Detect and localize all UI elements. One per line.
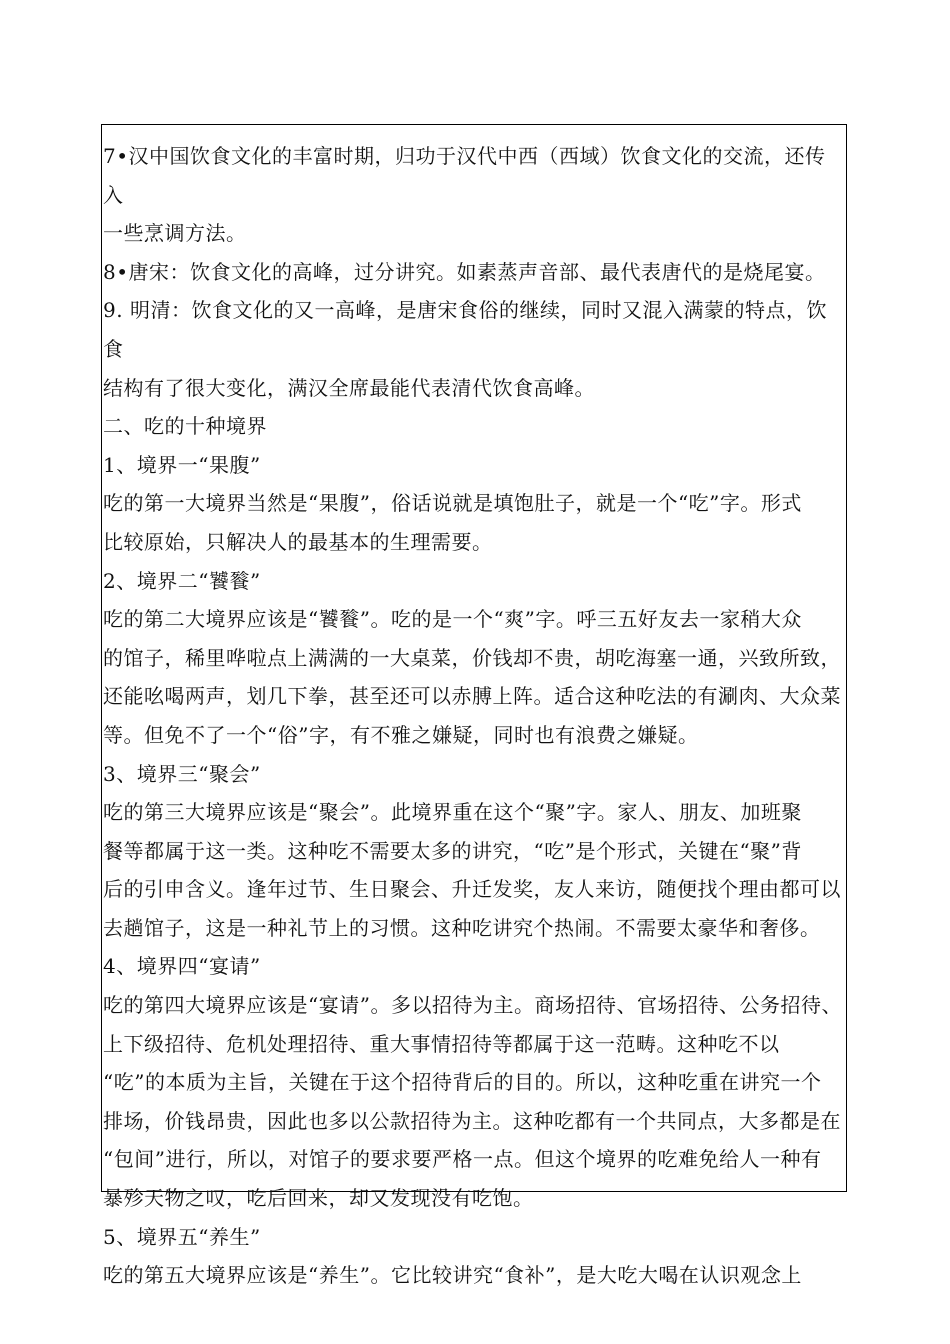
subsection-heading: 3、境界三“聚会”	[103, 761, 261, 786]
subsection-heading: 5、境界五“养生”	[103, 1224, 261, 1249]
document-frame	[101, 124, 847, 1288]
text-line: 还能吆喝两声，划几下拳，甚至还可以赤膊上阵。适合这种吃法的有涮肉、大众菜	[103, 684, 841, 709]
text-line: 餐等都属于这一类。这种吃不需要太多的讲究，“吃”是个形式，关键在“聚”背	[103, 838, 802, 863]
text-line: 吃的第四大境界应该是“宴请”。多以招待为主。商场招待、官场招待、公务招待、	[103, 993, 842, 1018]
subsection-heading: 1、境界一“果腹”	[103, 452, 261, 477]
text-line: 后的引申含义。逢年过节、生日聚会、升迁发奖，友人来访，随便找个理由都可以	[103, 877, 841, 902]
text-line: 排场，价钱昂贵，因此也多以公款招待为主。这种吃都有一个共同点，大多都是在	[103, 1108, 841, 1133]
document-body	[103, 137, 843, 1295]
subsection-heading: 4、境界四“宴请”	[103, 954, 261, 979]
text-line: 结构有了很大变化，满汉全席最能代表清代饮食高峰。	[103, 375, 595, 400]
text-line: 等。但免不了一个“俗”字，有不雅之嫌疑，同时也有浪费之嫌疑。	[103, 722, 699, 747]
text-line: 上下级招待、危机处理招待、重大事情招待等都属于这一范畴。这种吃不以	[103, 1031, 780, 1056]
text-line: 7•汉中国饮食文化的丰富时期，归功于汉代中西（西域）饮食文化的交流，还传入	[103, 144, 826, 207]
text-line: 一些烹调方法。	[103, 221, 247, 246]
text-line: 9. 明清：饮食文化的又一高峰，是唐宋食俗的继续，同时又混入满蒙的特点，饮食	[103, 298, 827, 361]
text-line: “吃”的本质为主旨，关键在于这个招待背后的目的。所以，这种吃重在讲究一个	[103, 1070, 822, 1095]
text-line: 吃的第三大境界应该是“聚会”。此境界重在这个“聚”字。家人、朋友、加班聚	[103, 800, 802, 825]
text-line: 去趟馆子，这是一种礼节上的习惯。这种吃讲究个热闹。不需要太豪华和奢侈。	[103, 915, 821, 940]
text-line: 8•唐宋：饮食文化的高峰，过分讲究。如素蒸声音部、最代表唐代的是烧尾宴。	[103, 259, 826, 284]
subsection-heading: 2、境界二“饕餮”	[103, 568, 261, 593]
text-line: 暴殄天物之叹，吃后回来，却又发现没有吃饱。	[103, 1186, 534, 1211]
text-line: 吃的第一大境界当然是“果腹”，俗话说就是填饱肚子，就是一个“吃”字。形式	[103, 491, 802, 516]
text-line: 的馆子，稀里哗啦点上满满的一大桌菜，价钱却不贵，胡吃海塞一通，兴致所致，	[103, 645, 841, 670]
section-heading: 二、吃的十种境界	[103, 414, 267, 439]
text-line: 吃的第五大境界应该是“养生”。它比较讲究“食补”，是大吃大喝在认识观念上	[103, 1263, 802, 1288]
text-line: “包间”进行，所以，对馆子的要求要严格一点。但这个境界的吃难免给人一种有	[103, 1147, 822, 1172]
text-line: 吃的第二大境界应该是“饕餮”。吃的是一个“爽”字。呼三五好友去一家稍大众	[103, 607, 802, 632]
text-line: 比较原始，只解决人的最基本的生理需要。	[103, 529, 493, 554]
